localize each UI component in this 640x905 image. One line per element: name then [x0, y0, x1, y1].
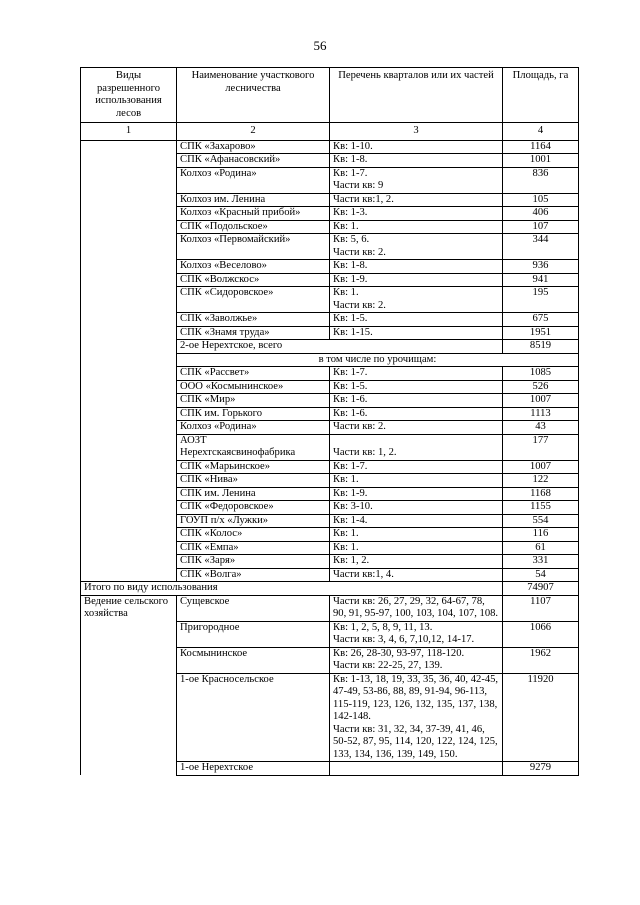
table-row [81, 528, 579, 542]
quarters-cell: Кв: 1-8. [330, 260, 503, 274]
area-cell: 54 [503, 568, 579, 582]
area-cell: 195 [503, 287, 579, 313]
forestry-name-cell: СПК «Захарово» [177, 140, 330, 154]
use-type-cell-empty [81, 140, 177, 154]
quarters-cell: Кв: 1. [330, 541, 503, 555]
use-type-cell-empty [81, 193, 177, 207]
quarters-cell: Кв: 1-13, 18, 19, 33, 35, 36, 40, 42-45, 47-49, 53-86, 88, 89, 91-94, 96-113, 115-119, 123, 126, 132, 135, 137, 138, 142-148. Части кв: 31, 32, 34, 37-39, 41, 46, 50-52, 87, 95, 114, 120, 122, 124, 125, 133, 134, 136, 139, 149, 150. [330, 673, 503, 762]
forestry-name-cell: Колхоз «Родина» [177, 421, 330, 435]
quarters-cell: Части кв: 2. [330, 421, 503, 435]
table-row [81, 460, 579, 474]
forestry-name-cell: Пригородное [177, 621, 330, 647]
quarters-cell: Кв: 1-10. [330, 140, 503, 154]
use-type-cell-empty [81, 555, 177, 569]
quarters-cell: Кв: 1. [330, 474, 503, 488]
area-cell: 11920 [503, 673, 579, 762]
quarters-cell: Части кв: 26, 27, 29, 32, 64-67, 78, 90, 91, 95-97, 100, 103, 104, 107, 108. [330, 595, 503, 621]
use-type-cell-empty [81, 207, 177, 221]
col-number-1: 1 [81, 123, 177, 141]
area-cell: 554 [503, 514, 579, 528]
forestry-name-cell: Колхоз «Красный прибой» [177, 207, 330, 221]
table-row [81, 326, 579, 340]
use-type-cell-empty [81, 474, 177, 488]
forestry-name-cell: СПК «Мир» [177, 394, 330, 408]
area-cell: 105 [503, 193, 579, 207]
use-type-cell-empty [81, 487, 177, 501]
table-row [81, 234, 579, 260]
table-row [81, 287, 579, 313]
area-cell: 116 [503, 528, 579, 542]
header-use-type: Виды разрешенного использования лесов [81, 68, 177, 123]
quarters-cell: Кв: 1-9. [330, 273, 503, 287]
forestry-name-cell: СПК «Марьинское» [177, 460, 330, 474]
forestry-name-cell: СПК им. Ленина [177, 487, 330, 501]
table-row [81, 555, 579, 569]
table-row [81, 487, 579, 501]
forestry-name-cell: СПК «Нива» [177, 474, 330, 488]
table-row [81, 421, 579, 435]
table-row [81, 474, 579, 488]
use-type-cell-empty [81, 541, 177, 555]
area-cell: 344 [503, 234, 579, 260]
quarters-cell: Кв: 1-7. [330, 367, 503, 381]
quarters-cell: Кв: 1-9. [330, 487, 503, 501]
area-cell: 1066 [503, 621, 579, 647]
use-type-cell-empty [81, 394, 177, 408]
forestry-name-cell: Сущевское [177, 595, 330, 621]
column-number-row [81, 123, 579, 141]
quarters-cell: Кв: 1-3. [330, 207, 503, 221]
use-type-cell-empty [81, 501, 177, 515]
table-row [81, 140, 579, 154]
area-cell: 107 [503, 220, 579, 234]
forestry-name-cell: 1-ое Нерехтское [177, 762, 330, 776]
area-cell: 1007 [503, 460, 579, 474]
forestry-name-cell: Космынинское [177, 647, 330, 673]
quarters-cell: Кв: 1. Части кв: 2. [330, 287, 503, 313]
use-type-cell-empty [81, 407, 177, 421]
forestry-name-cell: Колхоз «Первомайский» [177, 234, 330, 260]
quarters-cell: Кв: 1-6. [330, 407, 503, 421]
header-area: Площадь, га [503, 68, 579, 123]
col-number-3: 3 [330, 123, 503, 141]
use-type-cell-empty [81, 220, 177, 234]
quarters-cell: Кв: 1. [330, 220, 503, 234]
table-row [81, 260, 579, 274]
quarters-cell: Части кв:1, 4. [330, 568, 503, 582]
quarters-cell: Кв: 1-7. Части кв: 9 [330, 167, 503, 193]
forestry-name-cell: СПК «Знамя труда» [177, 326, 330, 340]
table-row [81, 501, 579, 515]
forestry-name-cell: СПК «Емпа» [177, 541, 330, 555]
use-type-cell: Ведение сельского хозяйства [81, 595, 177, 775]
area-cell: 941 [503, 273, 579, 287]
quarters-cell: Кв: 1-15. [330, 326, 503, 340]
use-type-cell-empty [81, 260, 177, 274]
area-cell: 1113 [503, 407, 579, 421]
forestry-name-cell: 1-ое Красносельское [177, 673, 330, 762]
area-cell: 1001 [503, 154, 579, 168]
use-type-cell-empty [81, 340, 177, 354]
use-type-cell-empty [81, 313, 177, 327]
forestry-name-cell: Колхоз «Родина» [177, 167, 330, 193]
forest-use-table [80, 67, 579, 776]
header-row [81, 68, 579, 123]
forestry-name-cell: СПК «Подольское» [177, 220, 330, 234]
use-type-cell-empty [81, 421, 177, 435]
table-row [81, 167, 579, 193]
area-cell: 1164 [503, 140, 579, 154]
quarters-cell: Кв: 1, 2, 5, 8, 9, 11, 13. Части кв: 3, 4, 6, 7,10,12, 14-17. [330, 621, 503, 647]
quarters-cell: Кв: 1-5. [330, 380, 503, 394]
area-cell: 526 [503, 380, 579, 394]
quarters-cell: Кв: 1-5. [330, 313, 503, 327]
use-type-cell-empty [81, 273, 177, 287]
use-type-cell-empty [81, 434, 177, 460]
use-type-cell-empty [81, 367, 177, 381]
table-row [81, 541, 579, 555]
quarters-cell: Кв: 1. [330, 528, 503, 542]
forestry-name-cell: Колхоз «Веселово» [177, 260, 330, 274]
table-row [81, 154, 579, 168]
subtotal-area: 8519 [503, 340, 579, 354]
quarters-cell [330, 762, 503, 776]
forestry-name-cell: СПК «Заря» [177, 555, 330, 569]
area-cell: 177 [503, 434, 579, 460]
col-number-2: 2 [177, 123, 330, 141]
use-type-cell-empty [81, 353, 177, 367]
forestry-name-cell: Колхоз им. Ленина [177, 193, 330, 207]
forestry-name-cell: СПК «Волга» [177, 568, 330, 582]
quarters-cell: Кв: 1-8. [330, 154, 503, 168]
table-row [81, 568, 579, 582]
table-row [81, 220, 579, 234]
forestry-name-cell: СПК «Афанасовский» [177, 154, 330, 168]
area-cell: 43 [503, 421, 579, 435]
table-row [81, 380, 579, 394]
area-cell: 331 [503, 555, 579, 569]
quarters-cell: Части кв:1, 2. [330, 193, 503, 207]
page-number: 56 [313, 38, 327, 53]
area-cell: 122 [503, 474, 579, 488]
area-cell: 406 [503, 207, 579, 221]
table-row [81, 193, 579, 207]
table-row [81, 595, 579, 621]
forestry-name-cell: СПК «Колос» [177, 528, 330, 542]
area-cell: 1085 [503, 367, 579, 381]
header-quarters: Перечень кварталов или их частей [330, 68, 503, 123]
header-forestry-name: Наименование участкового лесничества [177, 68, 330, 123]
table-row [81, 273, 579, 287]
forestry-name-cell: АОЗТ Нерехтскаясвинофабрика [177, 434, 330, 460]
quarters-cell: Части кв: 1, 2. [330, 434, 503, 460]
quarters-cell: Кв: 1-4. [330, 514, 503, 528]
table-row [81, 434, 579, 460]
area-cell: 836 [503, 167, 579, 193]
col-number-4: 4 [503, 123, 579, 141]
area-cell: 1951 [503, 326, 579, 340]
quarters-cell: Кв: 1, 2. [330, 555, 503, 569]
use-type-cell-empty [81, 326, 177, 340]
forestry-name-cell: СПК «Волжскос» [177, 273, 330, 287]
total-label: Итого по виду использования [81, 582, 503, 596]
table-row [81, 394, 579, 408]
subtotal-row [81, 340, 579, 354]
area-cell: 1007 [503, 394, 579, 408]
table-row [81, 367, 579, 381]
total-row [81, 582, 579, 596]
area-cell: 1155 [503, 501, 579, 515]
forestry-name-cell: СПК «Федоровское» [177, 501, 330, 515]
area-cell: 1107 [503, 595, 579, 621]
area-cell: 936 [503, 260, 579, 274]
use-type-cell-empty [81, 167, 177, 193]
forestry-name-cell: СПК «Заволжье» [177, 313, 330, 327]
area-cell: 675 [503, 313, 579, 327]
quarters-cell: Кв: 26, 28-30, 93-97, 118-120. Части кв: 22-25, 27, 139. [330, 647, 503, 673]
use-type-cell-empty [81, 154, 177, 168]
table-row [81, 407, 579, 421]
total-area: 74907 [503, 582, 579, 596]
subtotal-label: 2-ое Нерехтское, всего [177, 340, 503, 354]
forestry-name-cell: СПК им. Горького [177, 407, 330, 421]
forestry-name-cell: СПК «Сидоровское» [177, 287, 330, 313]
subheader-label: в том числе по урочищам: [177, 353, 579, 367]
table-row [81, 313, 579, 327]
use-type-cell-empty [81, 234, 177, 260]
area-cell: 1962 [503, 647, 579, 673]
area-cell: 1168 [503, 487, 579, 501]
use-type-cell-empty [81, 514, 177, 528]
area-cell: 61 [503, 541, 579, 555]
quarters-cell: Кв: 1-6. [330, 394, 503, 408]
forestry-name-cell: ООО «Космынинское» [177, 380, 330, 394]
use-type-cell-empty [81, 460, 177, 474]
use-type-cell-empty [81, 528, 177, 542]
quarters-cell: Кв: 1-7. [330, 460, 503, 474]
quarters-cell: Кв: 3-10. [330, 501, 503, 515]
use-type-cell-empty [81, 568, 177, 582]
forestry-name-cell: СПК «Рассвет» [177, 367, 330, 381]
subheader-row [81, 353, 579, 367]
table-row [81, 207, 579, 221]
use-type-cell-empty [81, 287, 177, 313]
table-row [81, 514, 579, 528]
quarters-cell: Кв: 5, 6. Части кв: 2. [330, 234, 503, 260]
area-cell: 9279 [503, 762, 579, 776]
forestry-name-cell: ГОУП п/х «Лужки» [177, 514, 330, 528]
use-type-cell-empty [81, 380, 177, 394]
